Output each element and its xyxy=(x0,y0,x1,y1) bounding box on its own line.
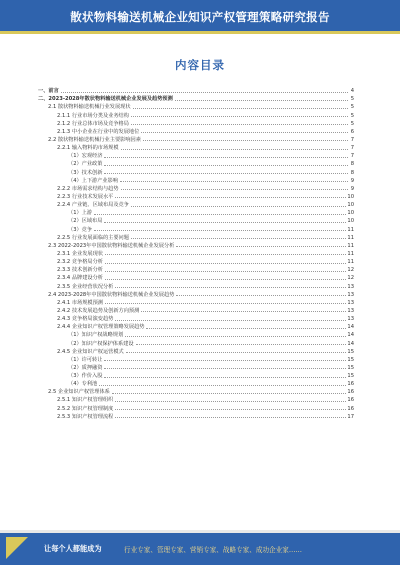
toc-page-number: 8 xyxy=(350,169,354,176)
toc-entry-text: （3）作价入股 xyxy=(68,373,103,380)
toc-entry[interactable] xyxy=(38,298,354,306)
toc-entry-text: 2.2 散状物料输送机械行业主要影响因素 xyxy=(48,136,141,143)
toc-entry-text: 2.1.2 行业总体市场及竞争格局 xyxy=(57,120,129,127)
header-stripe xyxy=(0,31,400,34)
toc-entry[interactable] xyxy=(38,412,354,420)
toc-entry-text: 2.2.5 行业发展面临的主要问题 xyxy=(57,234,129,241)
toc-page-number: 17 xyxy=(347,413,354,420)
toc-leader-dots xyxy=(112,393,347,394)
toc-entry[interactable] xyxy=(38,355,354,363)
toc-entry[interactable] xyxy=(38,338,354,346)
toc-leader-dots xyxy=(104,360,346,361)
toc-leader-dots xyxy=(94,230,346,231)
toc-page-number: 10 xyxy=(347,218,354,225)
toc-entry-text: 2.3.2 竞争格局分析 xyxy=(57,259,103,266)
toc-entry[interactable] xyxy=(38,208,354,216)
toc-page-number: 16 xyxy=(347,397,354,404)
toc-entry[interactable] xyxy=(38,241,354,249)
toc-leader-dots xyxy=(136,344,347,345)
toc-entry-text: （1）宏观经济 xyxy=(68,153,103,160)
toc-leader-dots xyxy=(120,181,348,182)
toc-leader-dots xyxy=(143,140,348,141)
toc-leader-dots xyxy=(131,238,346,239)
toc-page-number: 11 xyxy=(347,250,354,257)
toc-entry-text: （4）专利池 xyxy=(68,381,98,388)
toc-entry-text: 2.4.4 企业知识产权管理策略发展趋势 xyxy=(57,324,145,331)
page-footer xyxy=(0,530,400,565)
toc-entry-text: 2.5.2 知识产权管理制度 xyxy=(57,405,114,412)
toc-entry-text: （2）质押融资 xyxy=(68,364,103,371)
toc-page-number: 4 xyxy=(350,88,354,95)
toc-entry-text: 2.4.2 技术发展趋势及创新方向预测 xyxy=(57,307,140,314)
toc-entry[interactable] xyxy=(38,306,354,314)
toc-entry-text: 二、2023-2028年散状物料输送机械企业发展及趋势预测 xyxy=(38,96,173,103)
toc-entry-text: 2.3.5 企业经营状况分析 xyxy=(57,283,114,290)
toc-entry[interactable] xyxy=(38,395,354,403)
toc-leader-dots xyxy=(126,352,347,353)
toc-leader-dots xyxy=(125,336,346,337)
toc-entry[interactable] xyxy=(38,216,354,224)
toc-entry[interactable] xyxy=(38,233,354,241)
toc-entry[interactable] xyxy=(38,387,354,395)
toc-page-number: 7 xyxy=(350,145,354,152)
toc-entry-text: 2.4.1 市场规模预测 xyxy=(57,299,103,306)
toc-entry-text: （3）技术创新 xyxy=(68,169,103,176)
page-header xyxy=(0,0,400,34)
toc-entry[interactable] xyxy=(38,110,354,118)
toc-leader-dots xyxy=(104,173,348,174)
corner-ribbon-icon xyxy=(6,537,28,559)
toc-leader-dots xyxy=(105,263,346,264)
toc-leader-dots xyxy=(141,132,348,133)
toc-page-number: 5 xyxy=(350,104,354,111)
toc-leader-dots xyxy=(131,116,348,117)
toc-entry-text: 2.1 散状物料输送机械行业发展现状 xyxy=(48,104,131,111)
toc-entry[interactable] xyxy=(38,151,354,159)
toc-entry[interactable] xyxy=(38,184,354,192)
toc-entry-text: 2.3 2022-2023年中国散状物料输送机械企业发展分析 xyxy=(48,242,175,249)
toc-leader-dots xyxy=(131,206,346,207)
toc-entry[interactable] xyxy=(38,192,354,200)
toc-entry-text: 2.5.3 知识产权管理流程 xyxy=(57,413,114,420)
toc-page-number: 9 xyxy=(350,177,354,184)
toc-leader-dots xyxy=(176,246,346,247)
toc-entry[interactable] xyxy=(38,371,354,379)
toc-leader-dots xyxy=(104,157,348,158)
toc-entry-text: 2.4 2023-2028年中国散状物料输送机械企业发展趋势 xyxy=(48,291,175,298)
toc-entry[interactable] xyxy=(38,143,354,151)
toc-entry[interactable] xyxy=(38,176,354,184)
toc-page-number: 16 xyxy=(347,389,354,396)
toc-leader-dots xyxy=(105,254,346,255)
toc-entry[interactable] xyxy=(38,94,354,102)
toc-page-number: 9 xyxy=(350,185,354,192)
toc-page-number: 5 xyxy=(350,96,354,103)
toc-page-number: 14 xyxy=(347,324,354,331)
toc-leader-dots xyxy=(176,295,346,296)
toc-entry[interactable] xyxy=(38,257,354,265)
toc-page-number: 15 xyxy=(347,364,354,371)
toc-entry[interactable] xyxy=(38,322,354,330)
toc-leader-dots xyxy=(115,197,346,198)
toc-leader-dots xyxy=(105,303,346,304)
footer-slogan: 让每个人都能成为 xyxy=(44,544,102,553)
toc-leader-dots xyxy=(131,124,348,125)
toc-page-number: 7 xyxy=(350,153,354,160)
toc-entry-text: 2.2.3 行业技术发展水平 xyxy=(57,193,114,200)
toc-page-number: 14 xyxy=(347,340,354,347)
toc-page-number: 16 xyxy=(347,381,354,388)
toc-leader-dots xyxy=(115,417,346,418)
toc-entry-text: 2.2.1 输入物料的市场规模 xyxy=(57,145,119,152)
toc-entry-text: 2.1.3 中小企业在行业中的发展地位 xyxy=(57,128,140,135)
toc-entry-text: 2.2.4 产业链、区域布局及竞争 xyxy=(57,202,129,209)
table-of-contents xyxy=(38,86,354,420)
toc-leader-dots xyxy=(61,92,348,93)
toc-entry[interactable] xyxy=(38,363,354,371)
toc-leader-dots xyxy=(115,401,346,402)
toc-page-number: 5 xyxy=(350,112,354,119)
toc-page-number: 7 xyxy=(350,136,354,143)
toc-entry-text: （2）知识产权保护体系建设 xyxy=(68,340,134,347)
toc-page-number: 5 xyxy=(350,120,354,127)
toc-entry[interactable] xyxy=(38,127,354,135)
toc-leader-dots xyxy=(105,271,346,272)
toc-entry-text: 2.3.1 企业发展现状 xyxy=(57,250,103,257)
toc-leader-dots xyxy=(104,165,348,166)
toc-entry[interactable] xyxy=(38,403,354,411)
toc-entry-text: （1）知识产权战略规划 xyxy=(68,332,124,339)
toc-leader-dots xyxy=(121,149,348,150)
toc-page-number: 6 xyxy=(350,128,354,135)
toc-entry[interactable] xyxy=(38,281,354,289)
toc-page-number: 12 xyxy=(347,275,354,282)
toc-leader-dots xyxy=(105,279,346,280)
toc-leader-dots xyxy=(146,328,346,329)
toc-entry-text: （2）产业政策 xyxy=(68,161,103,168)
toc-leader-dots xyxy=(99,385,346,386)
toc-page-number: 16 xyxy=(347,405,354,412)
toc-leader-dots xyxy=(121,189,348,190)
toc-entry-text: 2.2.2 市场需求结构与趋势 xyxy=(57,185,119,192)
toc-page-number: 10 xyxy=(347,193,354,200)
toc-entry[interactable] xyxy=(38,86,354,94)
toc-page-number: 14 xyxy=(347,332,354,339)
toc-leader-dots xyxy=(104,377,346,378)
toc-entry[interactable] xyxy=(38,135,354,143)
toc-entry[interactable] xyxy=(38,273,354,281)
toc-page-number: 8 xyxy=(350,161,354,168)
toc-entry-text: （2）区域布局 xyxy=(68,218,103,225)
toc-entry[interactable] xyxy=(38,347,354,355)
toc-page-number: 13 xyxy=(347,291,354,298)
toc-page-number: 15 xyxy=(347,356,354,363)
toc-entry-text: 2.5 企业知识产权管理体系 xyxy=(48,389,110,396)
toc-entry[interactable] xyxy=(38,224,354,232)
toc-page-number: 11 xyxy=(347,242,354,249)
toc-entry-text: （3）竞争 xyxy=(68,226,93,233)
toc-page-number: 10 xyxy=(347,202,354,209)
toc-leader-dots xyxy=(141,311,346,312)
footer-rule xyxy=(0,530,400,533)
toc-heading: 内容目录 xyxy=(175,58,225,72)
toc-entry-text: 一、前言 xyxy=(38,88,59,95)
toc-leader-dots xyxy=(175,100,348,101)
toc-entry-text: 2.3.4 品牌建设分析 xyxy=(57,275,103,282)
toc-page-number: 13 xyxy=(347,316,354,323)
footer-experts: 行业专家、管理专家、营销专家、战略专家、成功企业家…… xyxy=(124,546,303,554)
toc-leader-dots xyxy=(94,214,346,215)
toc-entry[interactable] xyxy=(38,119,354,127)
toc-entry-text: （4）上下游产业影响 xyxy=(68,177,118,184)
toc-page-number: 11 xyxy=(347,259,354,266)
toc-page-number: 15 xyxy=(347,348,354,355)
toc-page-number: 13 xyxy=(347,299,354,306)
report-title: 散状物料输送机械企业知识产权管理策略研究报告 xyxy=(70,10,330,24)
toc-leader-dots xyxy=(115,287,346,288)
toc-leader-dots xyxy=(115,320,346,321)
toc-page-number: 10 xyxy=(347,210,354,217)
toc-entry[interactable] xyxy=(38,167,354,175)
toc-leader-dots xyxy=(104,368,346,369)
toc-entry[interactable] xyxy=(38,379,354,387)
toc-page-number: 11 xyxy=(347,234,354,241)
toc-page-number: 11 xyxy=(347,226,354,233)
toc-page-number: 13 xyxy=(347,283,354,290)
toc-entry-text: 2.4.3 竞争格局演变趋势 xyxy=(57,316,114,323)
toc-entry[interactable] xyxy=(38,159,354,167)
toc-page-number: 15 xyxy=(347,373,354,380)
toc-leader-dots xyxy=(104,222,346,223)
toc-entry-text: （1）许可转让 xyxy=(68,356,103,363)
toc-entry[interactable] xyxy=(38,314,354,322)
toc-entry[interactable] xyxy=(38,200,354,208)
toc-entry[interactable] xyxy=(38,330,354,338)
toc-leader-dots xyxy=(133,108,348,109)
toc-entry-text: 2.4.5 企业知识产权运营模式 xyxy=(57,348,124,355)
toc-leader-dots xyxy=(115,409,346,410)
toc-page-number: 12 xyxy=(347,267,354,274)
toc-page-number: 13 xyxy=(347,307,354,314)
toc-entry-text: 2.1.1 行业市场分类及业务结构 xyxy=(57,112,129,119)
toc-entry[interactable] xyxy=(38,249,354,257)
toc-entry[interactable] xyxy=(38,102,354,110)
toc-entry-text: 2.3.3 技术创新分析 xyxy=(57,267,103,274)
toc-entry[interactable] xyxy=(38,290,354,298)
toc-entry-text: （1）上游 xyxy=(68,210,93,217)
toc-entry-text: 2.5.1 知识产权管理组织 xyxy=(57,397,114,404)
toc-entry[interactable] xyxy=(38,265,354,273)
